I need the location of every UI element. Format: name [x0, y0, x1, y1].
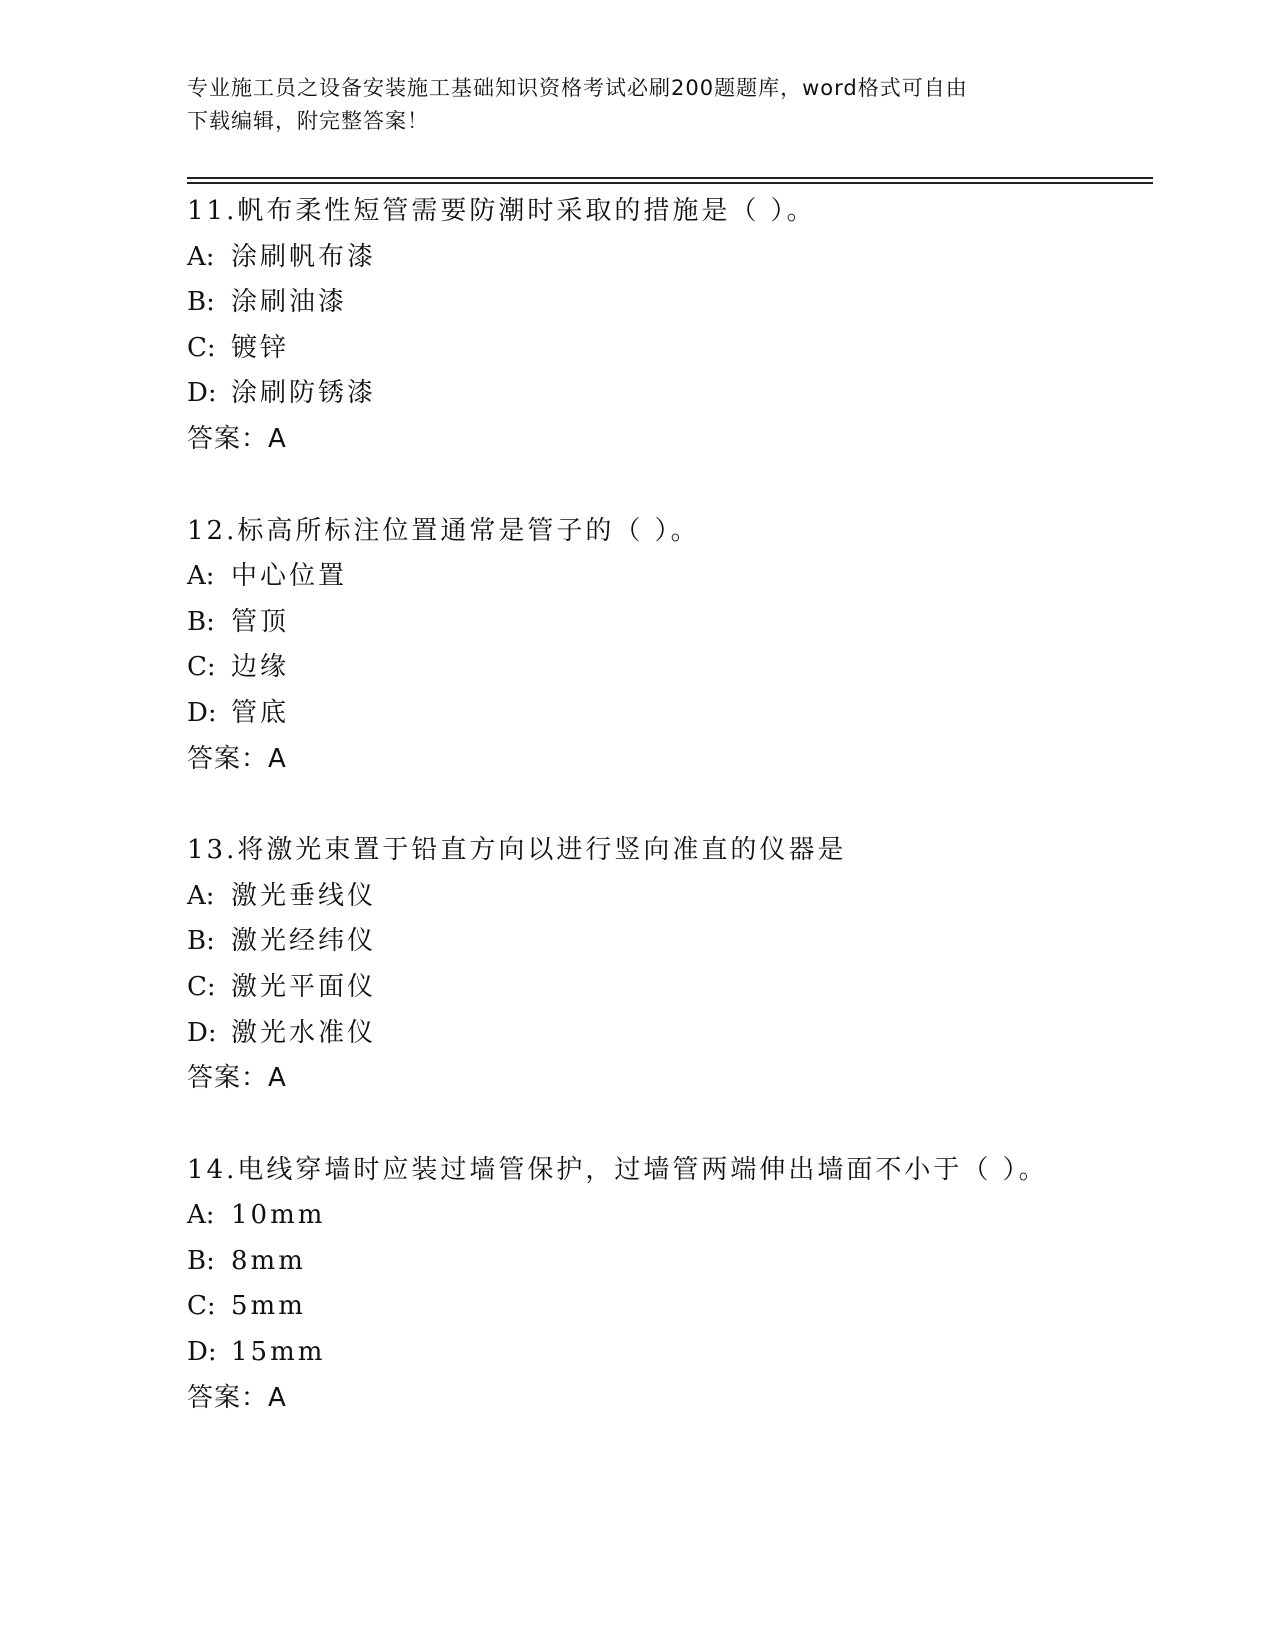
option-b — [187, 280, 1153, 326]
option-d — [187, 691, 1153, 737]
option-text: 边缘 — [231, 652, 290, 683]
option-text: 8mm — [231, 1245, 306, 1276]
option-a — [187, 235, 1153, 281]
option-letter: C: — [187, 1291, 216, 1322]
answer-label: 答案： — [187, 423, 269, 454]
question-list — [187, 189, 1153, 1467]
answer-value: A — [268, 1382, 287, 1413]
option-text: 5mm — [231, 1291, 306, 1322]
header-divider-top — [187, 177, 1153, 179]
answer-line — [187, 1376, 1153, 1422]
option-c — [187, 1284, 1153, 1330]
option-a — [187, 1193, 1153, 1239]
question-number: 13. — [187, 835, 238, 866]
question-stem — [187, 1148, 1153, 1194]
answer-value: A — [268, 1063, 287, 1094]
question-stem — [187, 509, 1153, 555]
option-text: 激光经纬仪 — [231, 926, 377, 957]
answer-line — [187, 417, 1153, 463]
option-d — [187, 371, 1153, 417]
answer-label: 答案： — [187, 743, 269, 774]
question-text: 标高所标注位置通常是管子的（ ）。 — [237, 515, 700, 546]
question-item — [187, 828, 1153, 1102]
question-stem — [187, 189, 1153, 235]
option-letter: B: — [187, 1245, 215, 1276]
question-item — [187, 189, 1153, 463]
header-line-2: 下载编辑，附完整答案！ — [187, 109, 429, 133]
option-text: 镀锌 — [231, 332, 290, 363]
option-c — [187, 645, 1153, 691]
option-c — [187, 326, 1153, 372]
option-letter: C: — [187, 652, 216, 683]
option-c — [187, 965, 1153, 1011]
option-text: 涂刷帆布漆 — [231, 241, 377, 272]
question-number: 12. — [187, 515, 238, 546]
answer-label: 答案： — [187, 1382, 269, 1413]
document-header — [187, 72, 1087, 138]
question-number: 14. — [187, 1154, 238, 1185]
option-letter: A: — [187, 880, 215, 911]
header-line-1: 专业施工员之设备安装施工基础知识资格考试必刷200题题库，word格式可自由 — [187, 76, 968, 100]
option-letter: A: — [187, 241, 215, 272]
question-stem — [187, 828, 1153, 874]
option-text: 管顶 — [231, 606, 290, 637]
option-text: 激光垂线仪 — [231, 880, 377, 911]
option-letter: D: — [187, 1337, 217, 1368]
option-text: 10mm — [231, 1200, 326, 1231]
option-text: 管底 — [231, 697, 290, 728]
answer-line — [187, 737, 1153, 783]
option-a — [187, 554, 1153, 600]
option-letter: B: — [187, 606, 215, 637]
option-b — [187, 1239, 1153, 1285]
option-d — [187, 1011, 1153, 1057]
option-letter: C: — [187, 971, 216, 1002]
option-letter: B: — [187, 926, 215, 957]
option-text: 激光水准仪 — [231, 1017, 377, 1048]
option-text: 15mm — [231, 1337, 326, 1368]
question-text: 帆布柔性短管需要防潮时采取的措施是（ ）。 — [237, 196, 816, 226]
answer-line — [187, 1056, 1153, 1102]
option-letter: D: — [187, 378, 217, 409]
answer-label: 答案： — [187, 1063, 269, 1094]
option-letter: A: — [187, 1200, 215, 1231]
option-text: 激光平面仪 — [231, 971, 377, 1002]
question-text: 电线穿墙时应装过墙管保护，过墙管两端伸出墙面不小于（ ）。 — [237, 1154, 1048, 1185]
question-text: 将激光束置于铅直方向以进行竖向准直的仪器是 — [237, 835, 847, 866]
option-text: 涂刷油漆 — [231, 287, 348, 318]
option-b — [187, 919, 1153, 965]
answer-value: A — [268, 423, 287, 454]
answer-value: A — [268, 743, 287, 774]
option-letter: D: — [187, 697, 217, 728]
question-item — [187, 1148, 1153, 1422]
option-text: 中心位置 — [231, 561, 348, 592]
option-a — [187, 874, 1153, 920]
question-number: 11. — [187, 196, 238, 226]
option-d — [187, 1330, 1153, 1376]
option-text: 涂刷防锈漆 — [231, 378, 377, 409]
question-item — [187, 509, 1153, 783]
option-letter: B: — [187, 287, 215, 318]
option-letter: D: — [187, 1017, 217, 1048]
option-b — [187, 600, 1153, 646]
option-letter: C: — [187, 332, 216, 363]
header-divider-bottom — [187, 182, 1153, 184]
option-letter: A: — [187, 561, 215, 592]
